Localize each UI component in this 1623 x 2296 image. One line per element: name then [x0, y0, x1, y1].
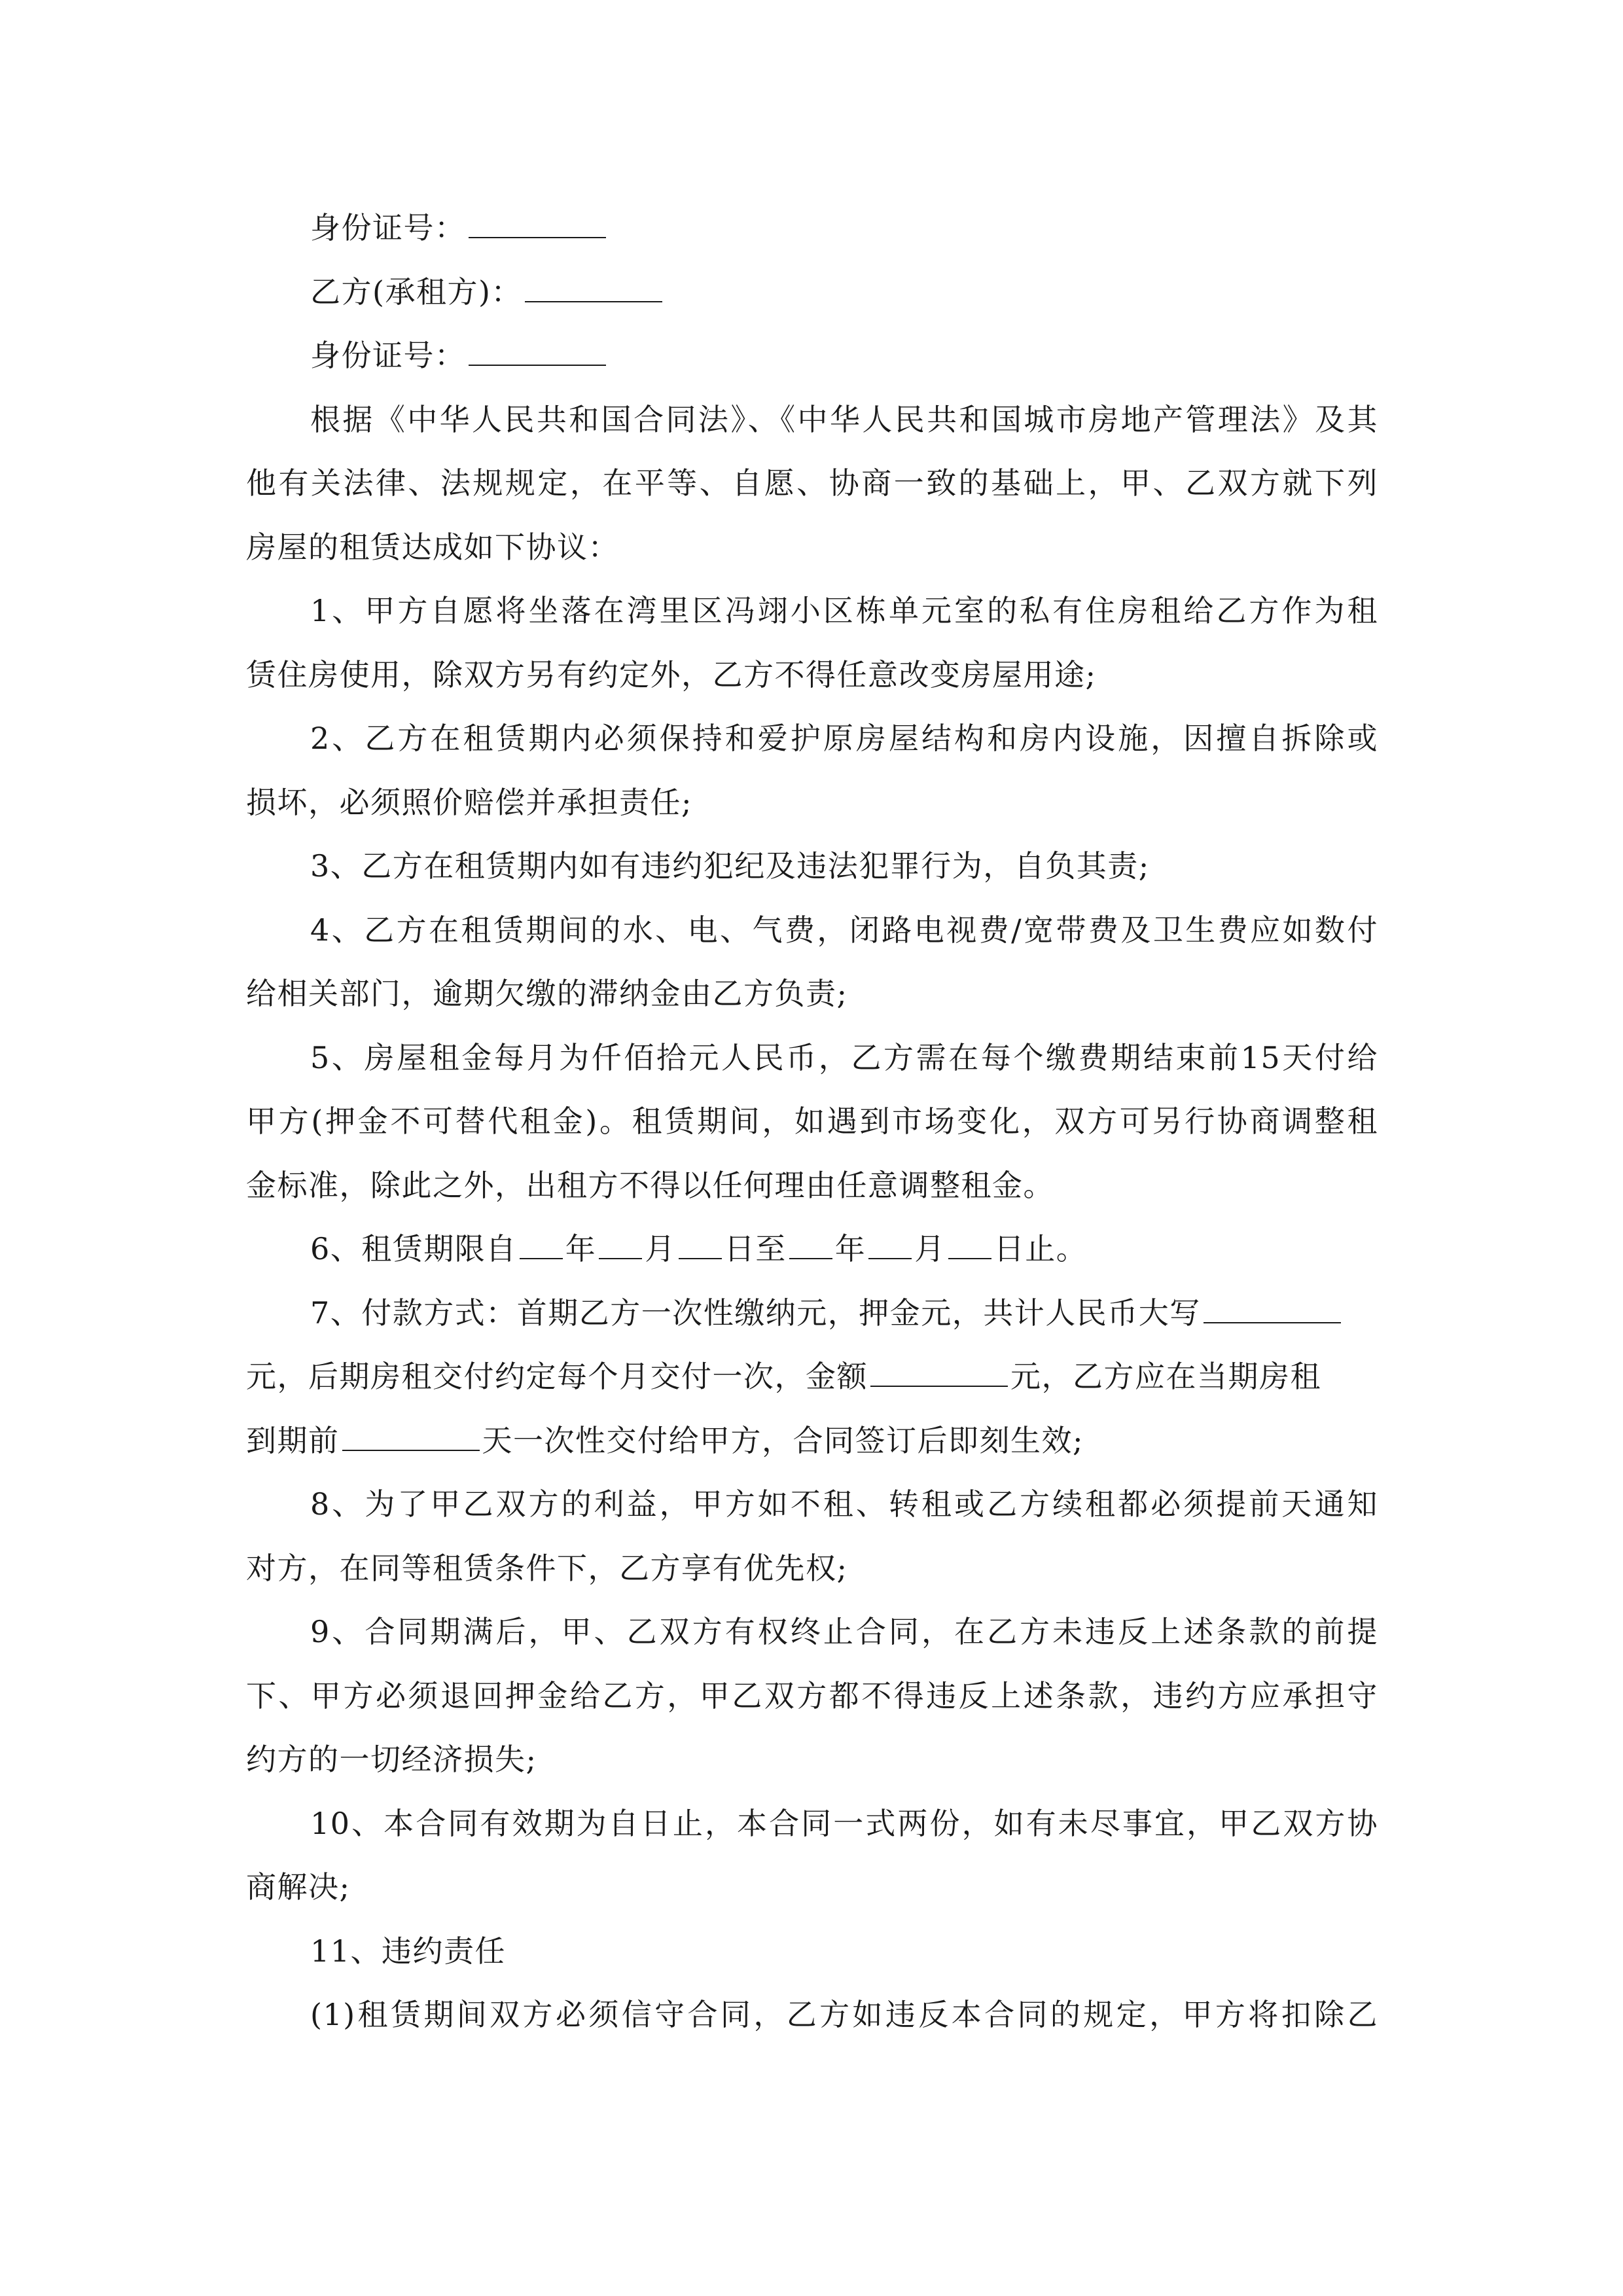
- preamble-line-2: 他有关法律、法规规定，在平等、自愿、协商一致的基础上，甲、乙双方就下列: [246, 465, 1378, 501]
- total-amount-blank: [1204, 1297, 1341, 1323]
- clause-4-line-1: 4、乙方在租赁期间的水、电、气费，闭路电视费/宽带费及卫生费应如数付: [310, 912, 1378, 948]
- id-number-line-1: 身份证号：: [246, 196, 1378, 260]
- clause-7-line-1: 7、付款方式：首期乙方一次性缴纳元，押金元，共计人民币大写: [246, 1282, 1378, 1346]
- clause-10-line-2: 商解决;: [246, 1869, 351, 1905]
- id-number-blank-2: [469, 340, 606, 366]
- start-day-blank: [679, 1233, 722, 1259]
- clause-11-heading: 11、违约责任: [310, 1933, 507, 1969]
- clause-9-line-1: 9、合同期满后，甲、乙双方有权终止合同，在乙方未违反上述条款的前提: [310, 1614, 1378, 1649]
- monthly-amount-blank: [870, 1361, 1008, 1387]
- days-before-blank: [342, 1425, 480, 1451]
- end-day-blank: [948, 1233, 991, 1259]
- start-year-blank: [520, 1233, 563, 1259]
- clause-8-line-1: 8、为了甲乙双方的利益，甲方如不租、转租或乙方续租都必须提前天通知: [310, 1486, 1378, 1522]
- clause-2-line-2: 损坏，必须照价赔偿并承担责任;: [246, 784, 692, 820]
- end-month-blank: [868, 1233, 912, 1259]
- preamble-line-1: 根据《中华人民共和国合同法》、《中华人民共和国城市房地产管理法》及其: [310, 401, 1378, 437]
- id-number-line-2: 身份证号：: [246, 324, 1378, 388]
- clause-9-line-2: 下、甲方必须退回押金给乙方，甲乙双方都不得违反上述条款，违约方应承担守: [246, 1677, 1378, 1713]
- clause-1-line-1: 1、甲方自愿将坐落在湾里区冯翊小区栋单元室的私有住房租给乙方作为租: [310, 593, 1378, 628]
- party-b-blank: [525, 276, 662, 302]
- clause-8-line-2: 对方，在同等租赁条件下，乙方享有优先权;: [246, 1550, 848, 1586]
- start-month-blank: [599, 1233, 642, 1259]
- preamble-line-3: 房屋的租赁达成如下协议：: [246, 529, 619, 565]
- clause-5-line-1: 5、房屋租金每月为仟佰拾元人民币，乙方需在每个缴费期结束前15天付给: [310, 1039, 1378, 1075]
- clause-3: 3、乙方在租赁期内如有违约犯纪及违法犯罪行为，自负其责;: [310, 848, 1150, 884]
- clause-7-line-2: 元，后期房租交付约定每个月交付一次，金额 元，乙方应在当期房租: [246, 1359, 1321, 1394]
- contract-body: [246, 196, 1378, 2047]
- clause-6: 6、租赁期限自 年 月 日至 年 月 日止。: [310, 1231, 1088, 1266]
- clause-7-line-3: 到期前 天一次性交付给甲方，合同签订后即刻生效;: [246, 1422, 1084, 1458]
- clause-10-line-1: 10、本合同有效期为自日止，本合同一式两份，如有未尽事宜，甲乙双方协: [310, 1805, 1378, 1841]
- clause-5-line-2: 甲方(押金不可替代租金)。租赁期间，如遇到市场变化，双方可另行协商调整租: [246, 1103, 1378, 1139]
- party-b-line: 乙方(承租方)：: [246, 260, 1378, 325]
- end-year-blank: [789, 1233, 832, 1259]
- clause-5-line-3: 金标准，除此之外，出租方不得以任何理由任意调整租金。: [246, 1167, 1054, 1203]
- clause-2-line-1: 2、乙方在租赁期内必须保持和爱护原房屋结构和房内设施，因擅自拆除或: [310, 721, 1378, 756]
- clause-11-1-line-1: (1)租赁期间双方必须信守合同，乙方如违反本合同的规定，甲方将扣除乙: [310, 1997, 1378, 2032]
- clause-1-line-2: 赁住房使用，除双方另有约定外，乙方不得任意改变房屋用途;: [246, 656, 1097, 692]
- clause-9-line-3: 约方的一切经济损失;: [246, 1742, 537, 1777]
- clause-4-line-2: 给相关部门，逾期欠缴的滞纳金由乙方负责;: [246, 976, 848, 1011]
- id-number-blank-1: [469, 212, 606, 238]
